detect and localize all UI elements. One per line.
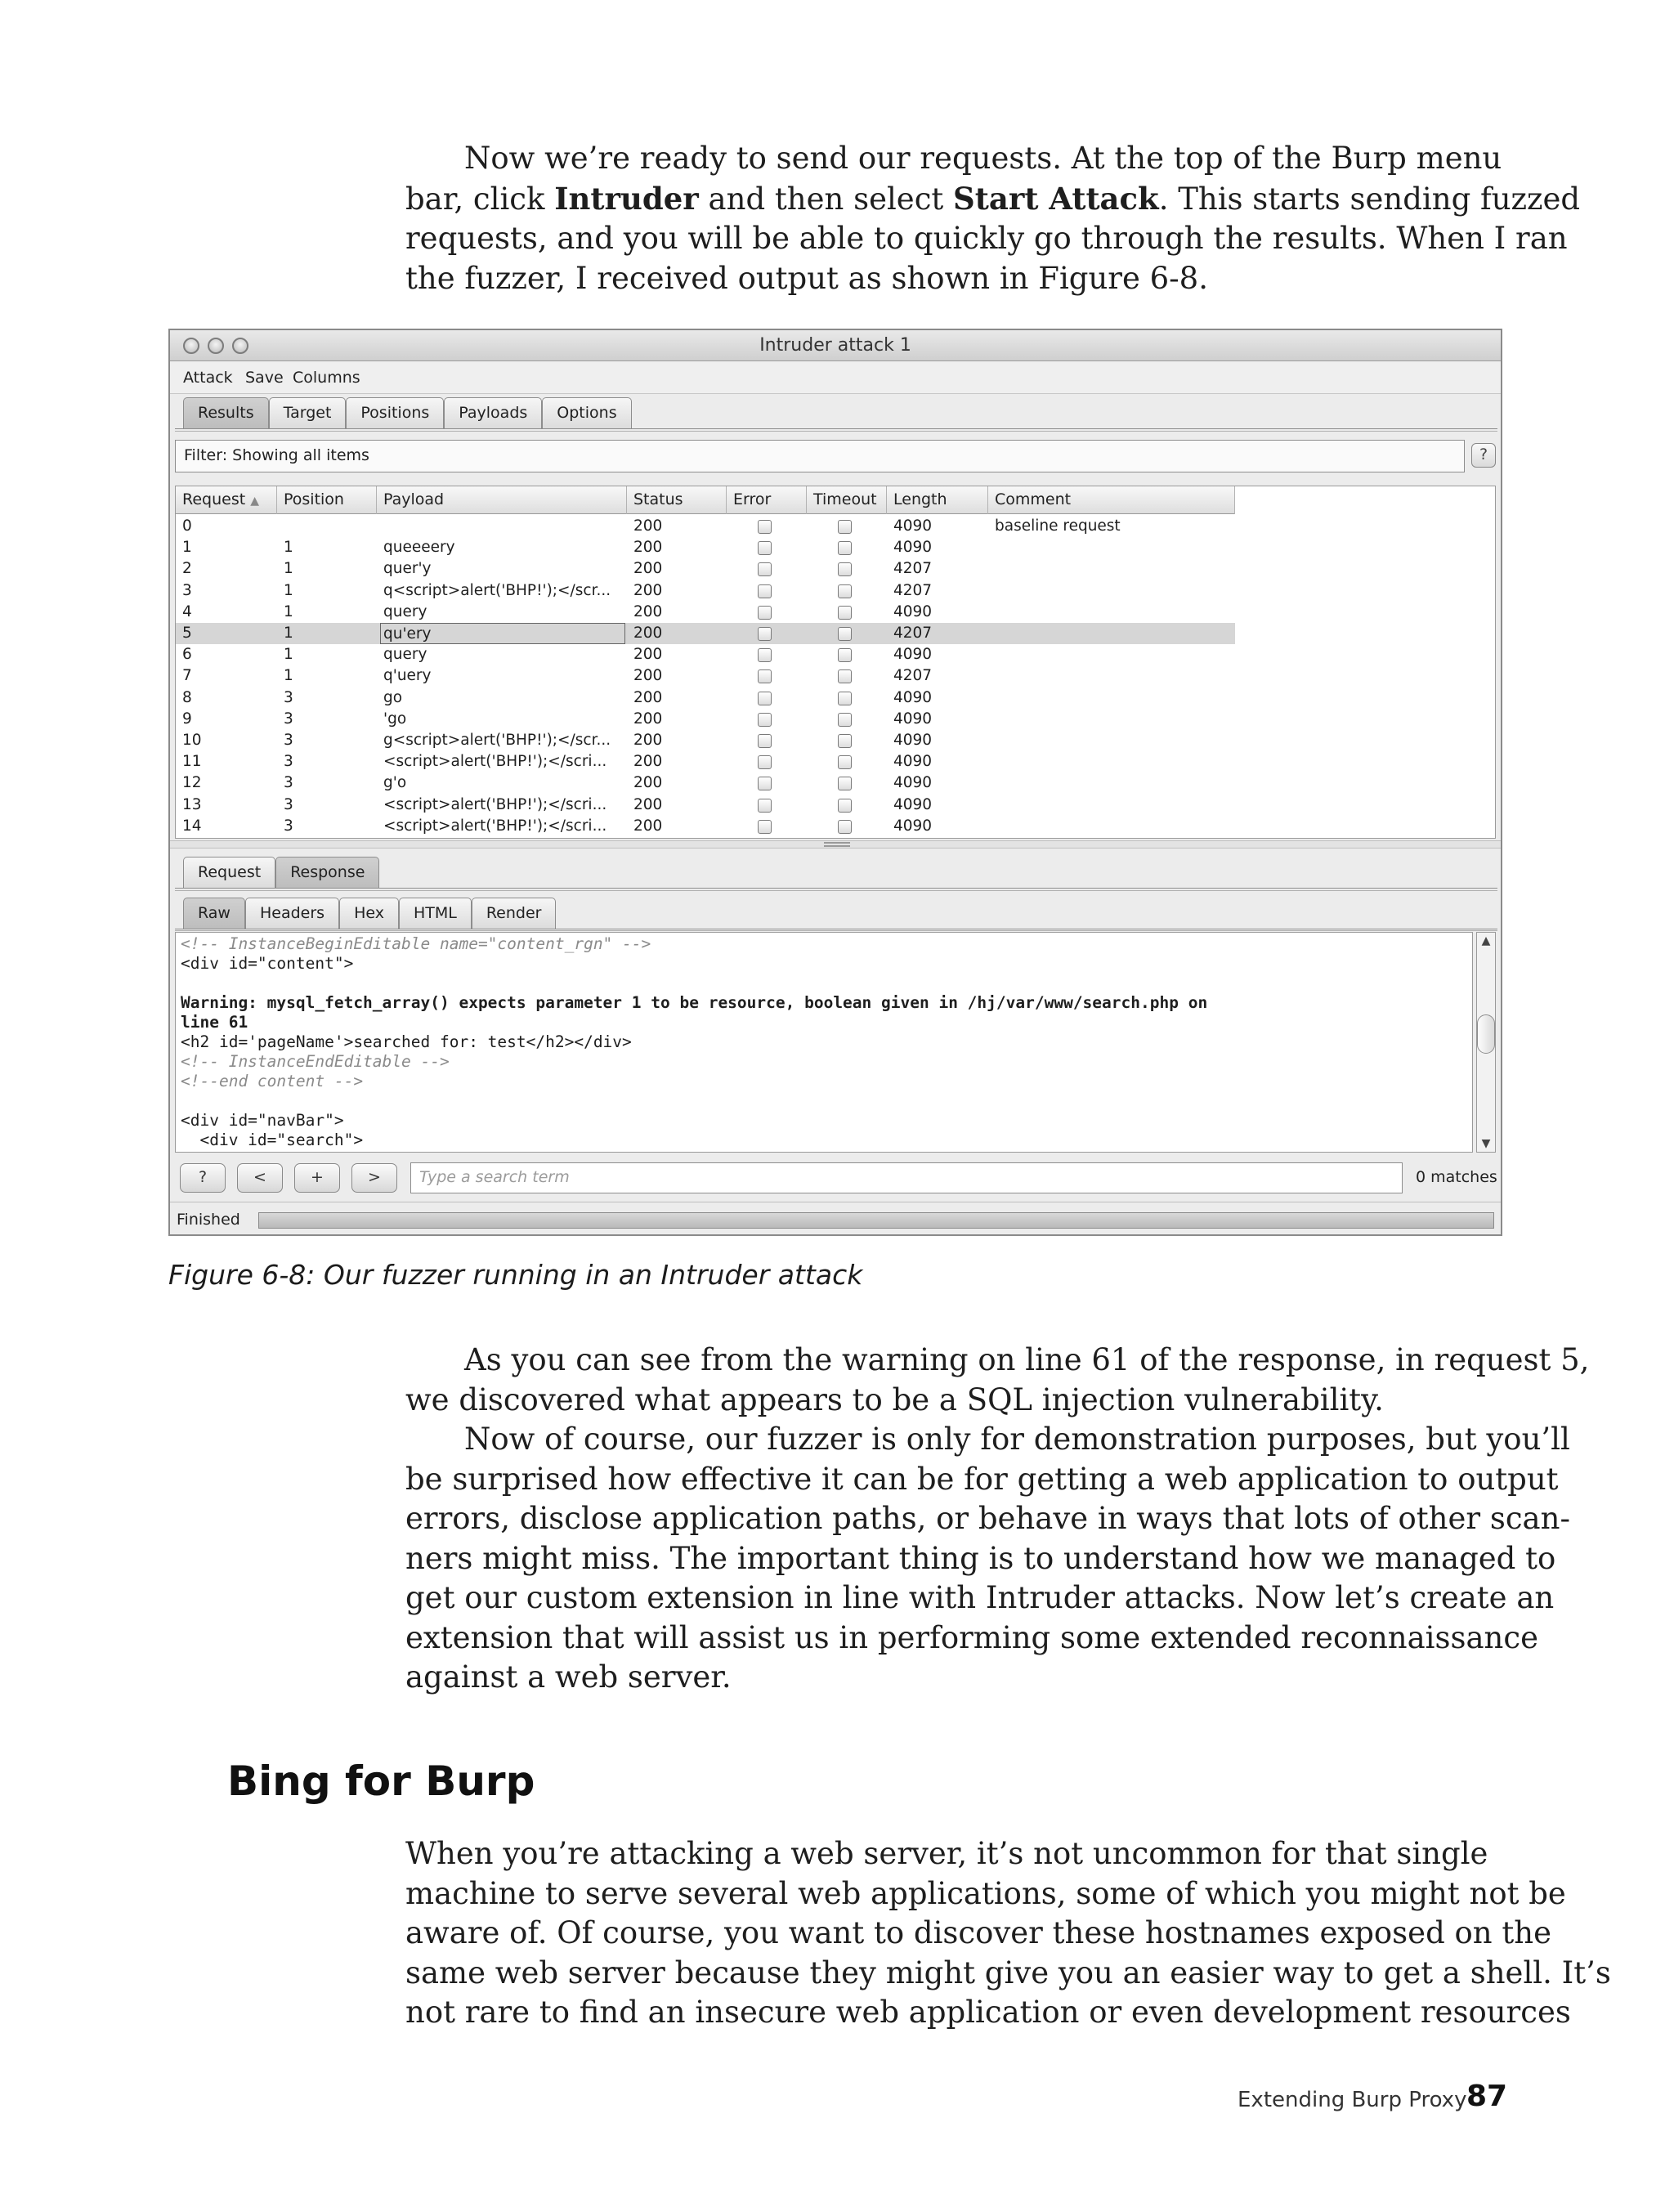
error-checkbox[interactable] <box>758 799 772 813</box>
cell-payload: g'o <box>383 774 407 792</box>
running-title: Extending Burp Proxy <box>1238 2088 1467 2112</box>
cell-status: 200 <box>633 753 663 771</box>
cell-payload: q'uery <box>383 667 432 685</box>
body-line: errors, disclose application paths, or behave in ways that lots of other scan- <box>405 1501 1570 1536</box>
body-line: ners might miss. The important thing is to understand how we managed to <box>405 1540 1556 1576</box>
intruder-attack-window <box>168 329 1502 1236</box>
cell-request: 0 <box>182 517 192 535</box>
body-line: extension that will assist us in performing some extended reconnaissance <box>405 1619 1538 1655</box>
code-line: <!--end content --> <box>181 1072 364 1090</box>
cell-status: 200 <box>633 602 663 620</box>
cell-length: 4090 <box>893 688 933 706</box>
table-row[interactable] <box>176 795 1235 816</box>
error-checkbox[interactable] <box>758 541 772 555</box>
cell-request: 9 <box>182 710 192 728</box>
code-line: <div id="search"> <box>181 1131 364 1149</box>
error-checkbox[interactable] <box>758 562 772 576</box>
cell-length: 4090 <box>893 646 933 664</box>
match-count: 0 matches <box>1416 1168 1497 1186</box>
section-heading: Bing for Burp <box>227 1758 535 1805</box>
cell-position: 3 <box>284 817 293 835</box>
cell-status: 200 <box>633 667 663 685</box>
menu-attack[interactable]: Attack <box>183 369 233 387</box>
cell-payload: quer'y <box>383 560 432 578</box>
window-title: Intruder attack 1 <box>759 335 911 356</box>
body-line: be surprised how effective it can be for getting a web application to output <box>405 1461 1559 1497</box>
tab-html[interactable]: HTML <box>399 898 472 929</box>
main-tabs <box>183 397 632 428</box>
code-line: <div id="navBar"> <box>181 1111 344 1130</box>
timeout-checkbox[interactable] <box>838 755 852 769</box>
error-checkbox[interactable] <box>758 755 772 769</box>
figure-caption: Figure 6-8: Our fuzzer running in an Intruder attack <box>168 1259 863 1291</box>
cell-request: 3 <box>182 581 192 599</box>
cell-payload: q<script>alert('BHP!');</scr... <box>383 581 611 599</box>
intro-line: Now we’re ready to send our requests. At the top of the Burp menu <box>464 141 1502 176</box>
body-paragraph-2 <box>405 1834 1611 2033</box>
cell-request: 14 <box>182 817 202 835</box>
cell-status: 200 <box>633 817 663 835</box>
cell-length: 4090 <box>893 753 933 771</box>
timeout-checkbox[interactable] <box>838 584 852 598</box>
error-checkbox[interactable] <box>758 648 772 662</box>
body-line: Now of course, our fuzzer is only for demonstration purposes, but you’ll <box>464 1422 1570 1457</box>
view-tabs <box>183 898 556 929</box>
cell-payload: <script>alert('BHP!');</scri... <box>383 817 607 835</box>
code-line: <h2 id='pageName'>searched for: test</h2></div> <box>181 1032 632 1051</box>
table-row[interactable] <box>176 623 1235 644</box>
cell-payload: 'go <box>383 710 407 728</box>
cell-position: 1 <box>284 667 293 685</box>
title-bar <box>170 330 1501 361</box>
table-row[interactable] <box>176 709 1235 730</box>
tab-positions[interactable]: Positions <box>346 397 444 428</box>
cell-status: 200 <box>633 732 663 749</box>
cell-position: 3 <box>284 688 293 706</box>
cell-length: 4207 <box>893 581 933 599</box>
error-checkbox[interactable] <box>758 692 772 705</box>
code-line: <!-- InstanceBeginEditable name="content_rgn" --> <box>181 934 651 953</box>
results-table <box>175 486 1496 839</box>
code-line: <div id="content"> <box>181 954 354 973</box>
cell-status: 200 <box>633 539 663 557</box>
tab-request[interactable]: Request <box>183 857 275 888</box>
tab-hex[interactable]: Hex <box>339 898 399 929</box>
error-checkbox[interactable] <box>758 606 772 620</box>
table-row[interactable] <box>176 665 1235 687</box>
cell-position: 3 <box>284 710 293 728</box>
progress-bar <box>258 1212 1494 1229</box>
splitter-grip-icon[interactable] <box>824 842 850 847</box>
table-row[interactable] <box>176 580 1235 602</box>
tab-response[interactable]: Response <box>275 857 379 888</box>
tab-raw[interactable]: Raw <box>183 898 245 929</box>
cell-position: 3 <box>284 753 293 771</box>
scroll-up-icon[interactable]: ▲ <box>1481 934 1491 947</box>
code-line-warning: line 61 <box>181 1013 248 1032</box>
intro-line: bar, click Intruder and then select Start Attack. This starts sending fuzzed <box>405 180 1581 217</box>
error-checkbox[interactable] <box>758 820 772 834</box>
timeout-checkbox[interactable] <box>838 541 852 555</box>
timeout-checkbox[interactable] <box>838 606 852 620</box>
tab-divider <box>175 888 1497 891</box>
cell-length: 4090 <box>893 795 933 813</box>
request-response-tabs <box>183 857 379 888</box>
cell-status: 200 <box>633 646 663 664</box>
cell-request: 8 <box>182 688 192 706</box>
cell-request: 13 <box>182 795 202 813</box>
response-scrollbar[interactable] <box>1476 932 1496 1153</box>
status-bar <box>170 1202 1501 1236</box>
cell-length: 4207 <box>893 625 933 642</box>
error-checkbox[interactable] <box>758 713 772 727</box>
body-line: same web server because they might give you an easier way to get a shell. It’s <box>405 1955 1611 1990</box>
error-checkbox[interactable] <box>758 584 772 598</box>
search-help-button[interactable]: ? <box>180 1163 226 1193</box>
column-timeout[interactable]: Timeout <box>807 486 887 514</box>
tab-render[interactable]: Render <box>472 898 557 929</box>
column-status[interactable]: Status <box>627 486 727 514</box>
error-checkbox[interactable] <box>758 627 772 641</box>
cell-status: 200 <box>633 774 663 792</box>
timeout-checkbox[interactable] <box>838 777 852 790</box>
cell-position: 3 <box>284 795 293 813</box>
cell-status: 200 <box>633 688 663 706</box>
cell-status: 200 <box>633 581 663 599</box>
cell-request: 5 <box>182 625 192 642</box>
cell-position: 1 <box>284 539 293 557</box>
filter-bar[interactable]: Filter: Showing all items <box>175 440 1465 472</box>
cell-position: 1 <box>284 560 293 578</box>
cell-comment: baseline request <box>995 517 1121 535</box>
cell-request: 2 <box>182 560 192 578</box>
cell-request: 6 <box>182 646 192 664</box>
cell-payload: query <box>383 646 427 664</box>
tab-options[interactable]: Options <box>542 397 631 428</box>
cell-payload: query <box>383 602 427 620</box>
cell-status: 200 <box>633 710 663 728</box>
column-error[interactable]: Error <box>727 486 807 514</box>
body-line: As you can see from the warning on line 61 of the response, in request 5, <box>464 1342 1590 1377</box>
cell-length: 4207 <box>893 560 933 578</box>
cell-position: 1 <box>284 625 293 642</box>
cell-request: 1 <box>182 539 192 557</box>
tab-divider <box>175 929 1497 931</box>
table-row[interactable] <box>176 751 1235 772</box>
search-next-button[interactable]: > <box>351 1163 397 1193</box>
cell-length: 4090 <box>893 774 933 792</box>
cell-status: 200 <box>633 560 663 578</box>
menu-ref-start-attack: Start Attack <box>953 180 1159 217</box>
code-line-warning: Warning: mysql_fetch_array() expects parameter 1 to be resource, boolean given in /hj/var/www/search.php on <box>181 993 1208 1012</box>
cell-position: 3 <box>284 774 293 792</box>
cell-payload: go <box>383 688 403 706</box>
pane-splitter[interactable] <box>170 840 1501 849</box>
cell-request: 4 <box>182 602 192 620</box>
column-length[interactable]: Length <box>887 486 988 514</box>
tab-headers[interactable]: Headers <box>245 898 339 929</box>
body-line: machine to serve several web applications, some of which you might not be <box>405 1875 1566 1911</box>
timeout-checkbox[interactable] <box>838 520 852 534</box>
menu-save[interactable]: Save <box>245 369 284 387</box>
table-row[interactable] <box>176 644 1235 665</box>
timeout-checkbox[interactable] <box>838 562 852 576</box>
timeout-checkbox[interactable] <box>838 692 852 705</box>
timeout-checkbox[interactable] <box>838 627 852 641</box>
scroll-down-icon[interactable]: ▼ <box>1481 1137 1491 1150</box>
body-line: When you’re attacking a web server, it’s not uncommon for that single <box>405 1836 1488 1871</box>
timeout-checkbox[interactable] <box>838 820 852 834</box>
cell-request: 7 <box>182 667 192 685</box>
table-row[interactable] <box>176 537 1235 558</box>
cell-length: 4207 <box>893 667 933 685</box>
intro-line: the fuzzer, I received output as shown in Figure 6-8. <box>405 260 1208 296</box>
timeout-checkbox[interactable] <box>838 648 852 662</box>
help-button[interactable]: ? <box>1471 443 1496 468</box>
scrollbar-thumb[interactable] <box>1477 1014 1495 1054</box>
error-checkbox[interactable] <box>758 734 772 748</box>
timeout-checkbox[interactable] <box>838 713 852 727</box>
intro-line: requests, and you will be able to quickly go through the results. When I ran <box>405 221 1568 256</box>
cell-payload: <script>alert('BHP!');</scri... <box>383 753 607 771</box>
cell-length: 4090 <box>893 602 933 620</box>
cell-position: 3 <box>284 732 293 749</box>
body-paragraph-1 <box>405 1341 1590 1698</box>
menu-columns[interactable]: Columns <box>293 369 360 387</box>
sort-ascending-icon: ▲ <box>250 495 260 508</box>
column-request[interactable]: Request ▲ <box>176 486 277 514</box>
cell-length: 4090 <box>893 539 933 557</box>
tab-divider <box>175 428 1497 432</box>
cell-request: 11 <box>182 753 202 771</box>
body-line: we discovered what appears to be a SQL injection vulnerability. <box>405 1381 1384 1417</box>
tab-results[interactable]: Results <box>183 397 269 428</box>
status-text: Finished <box>177 1211 240 1229</box>
cell-request: 12 <box>182 774 202 792</box>
tab-target[interactable]: Target <box>269 397 347 428</box>
cell-length: 4090 <box>893 710 933 728</box>
error-checkbox[interactable] <box>758 777 772 790</box>
table-row[interactable] <box>176 558 1235 580</box>
cell-length: 4090 <box>893 517 933 535</box>
menu-ref-intruder: Intruder <box>554 180 699 217</box>
page-number: 87 <box>1466 2080 1508 2113</box>
cell-length: 4090 <box>893 732 933 749</box>
body-line: get our custom extension in line with Intruder attacks. Now let’s create an <box>405 1580 1555 1615</box>
search-previous-button[interactable]: < <box>237 1163 283 1193</box>
body-line: aware of. Of course, you want to discover these hostnames exposed on the <box>405 1915 1551 1950</box>
column-position[interactable]: Position <box>277 486 377 514</box>
body-line: against a web server. <box>405 1659 732 1695</box>
table-row[interactable] <box>176 730 1235 751</box>
cell-position: 1 <box>284 581 293 599</box>
cell-request: 10 <box>182 732 202 749</box>
cell-status: 200 <box>633 625 663 642</box>
search-options-button[interactable]: + <box>294 1163 340 1193</box>
cell-payload: g<script>alert('BHP!');</scr... <box>383 732 611 749</box>
table-header <box>176 486 1235 514</box>
table-row[interactable] <box>176 772 1235 794</box>
cell-position: 1 <box>284 602 293 620</box>
menu-bar <box>170 361 1501 394</box>
timeout-checkbox[interactable] <box>838 799 852 813</box>
table-row[interactable] <box>176 687 1235 709</box>
cell-payload: <script>alert('BHP!');</scri... <box>383 795 607 813</box>
body-line: not rare to find an insecure web application or even development resources <box>405 1995 1571 2030</box>
cell-status: 200 <box>633 517 663 535</box>
timeout-checkbox[interactable] <box>838 669 852 683</box>
cell-length: 4090 <box>893 817 933 835</box>
intro-paragraph <box>405 139 1581 298</box>
response-raw-view[interactable] <box>175 932 1473 1153</box>
timeout-checkbox[interactable] <box>838 734 852 748</box>
code-line: <!-- InstanceEndEditable --> <box>181 1052 450 1071</box>
cell-status: 200 <box>633 795 663 813</box>
cell-position: 1 <box>284 646 293 664</box>
cell-payload: queeeery <box>383 539 455 557</box>
search-input[interactable]: Type a search term <box>410 1162 1403 1193</box>
table-row[interactable] <box>176 816 1235 837</box>
cell-payload: qu'ery <box>380 623 625 644</box>
column-payload[interactable]: Payload <box>377 486 627 514</box>
table-row[interactable] <box>176 516 1235 537</box>
tab-payloads[interactable]: Payloads <box>444 397 542 428</box>
error-checkbox[interactable] <box>758 669 772 683</box>
table-row[interactable] <box>176 602 1235 623</box>
error-checkbox[interactable] <box>758 520 772 534</box>
column-comment[interactable]: Comment <box>988 486 1235 514</box>
